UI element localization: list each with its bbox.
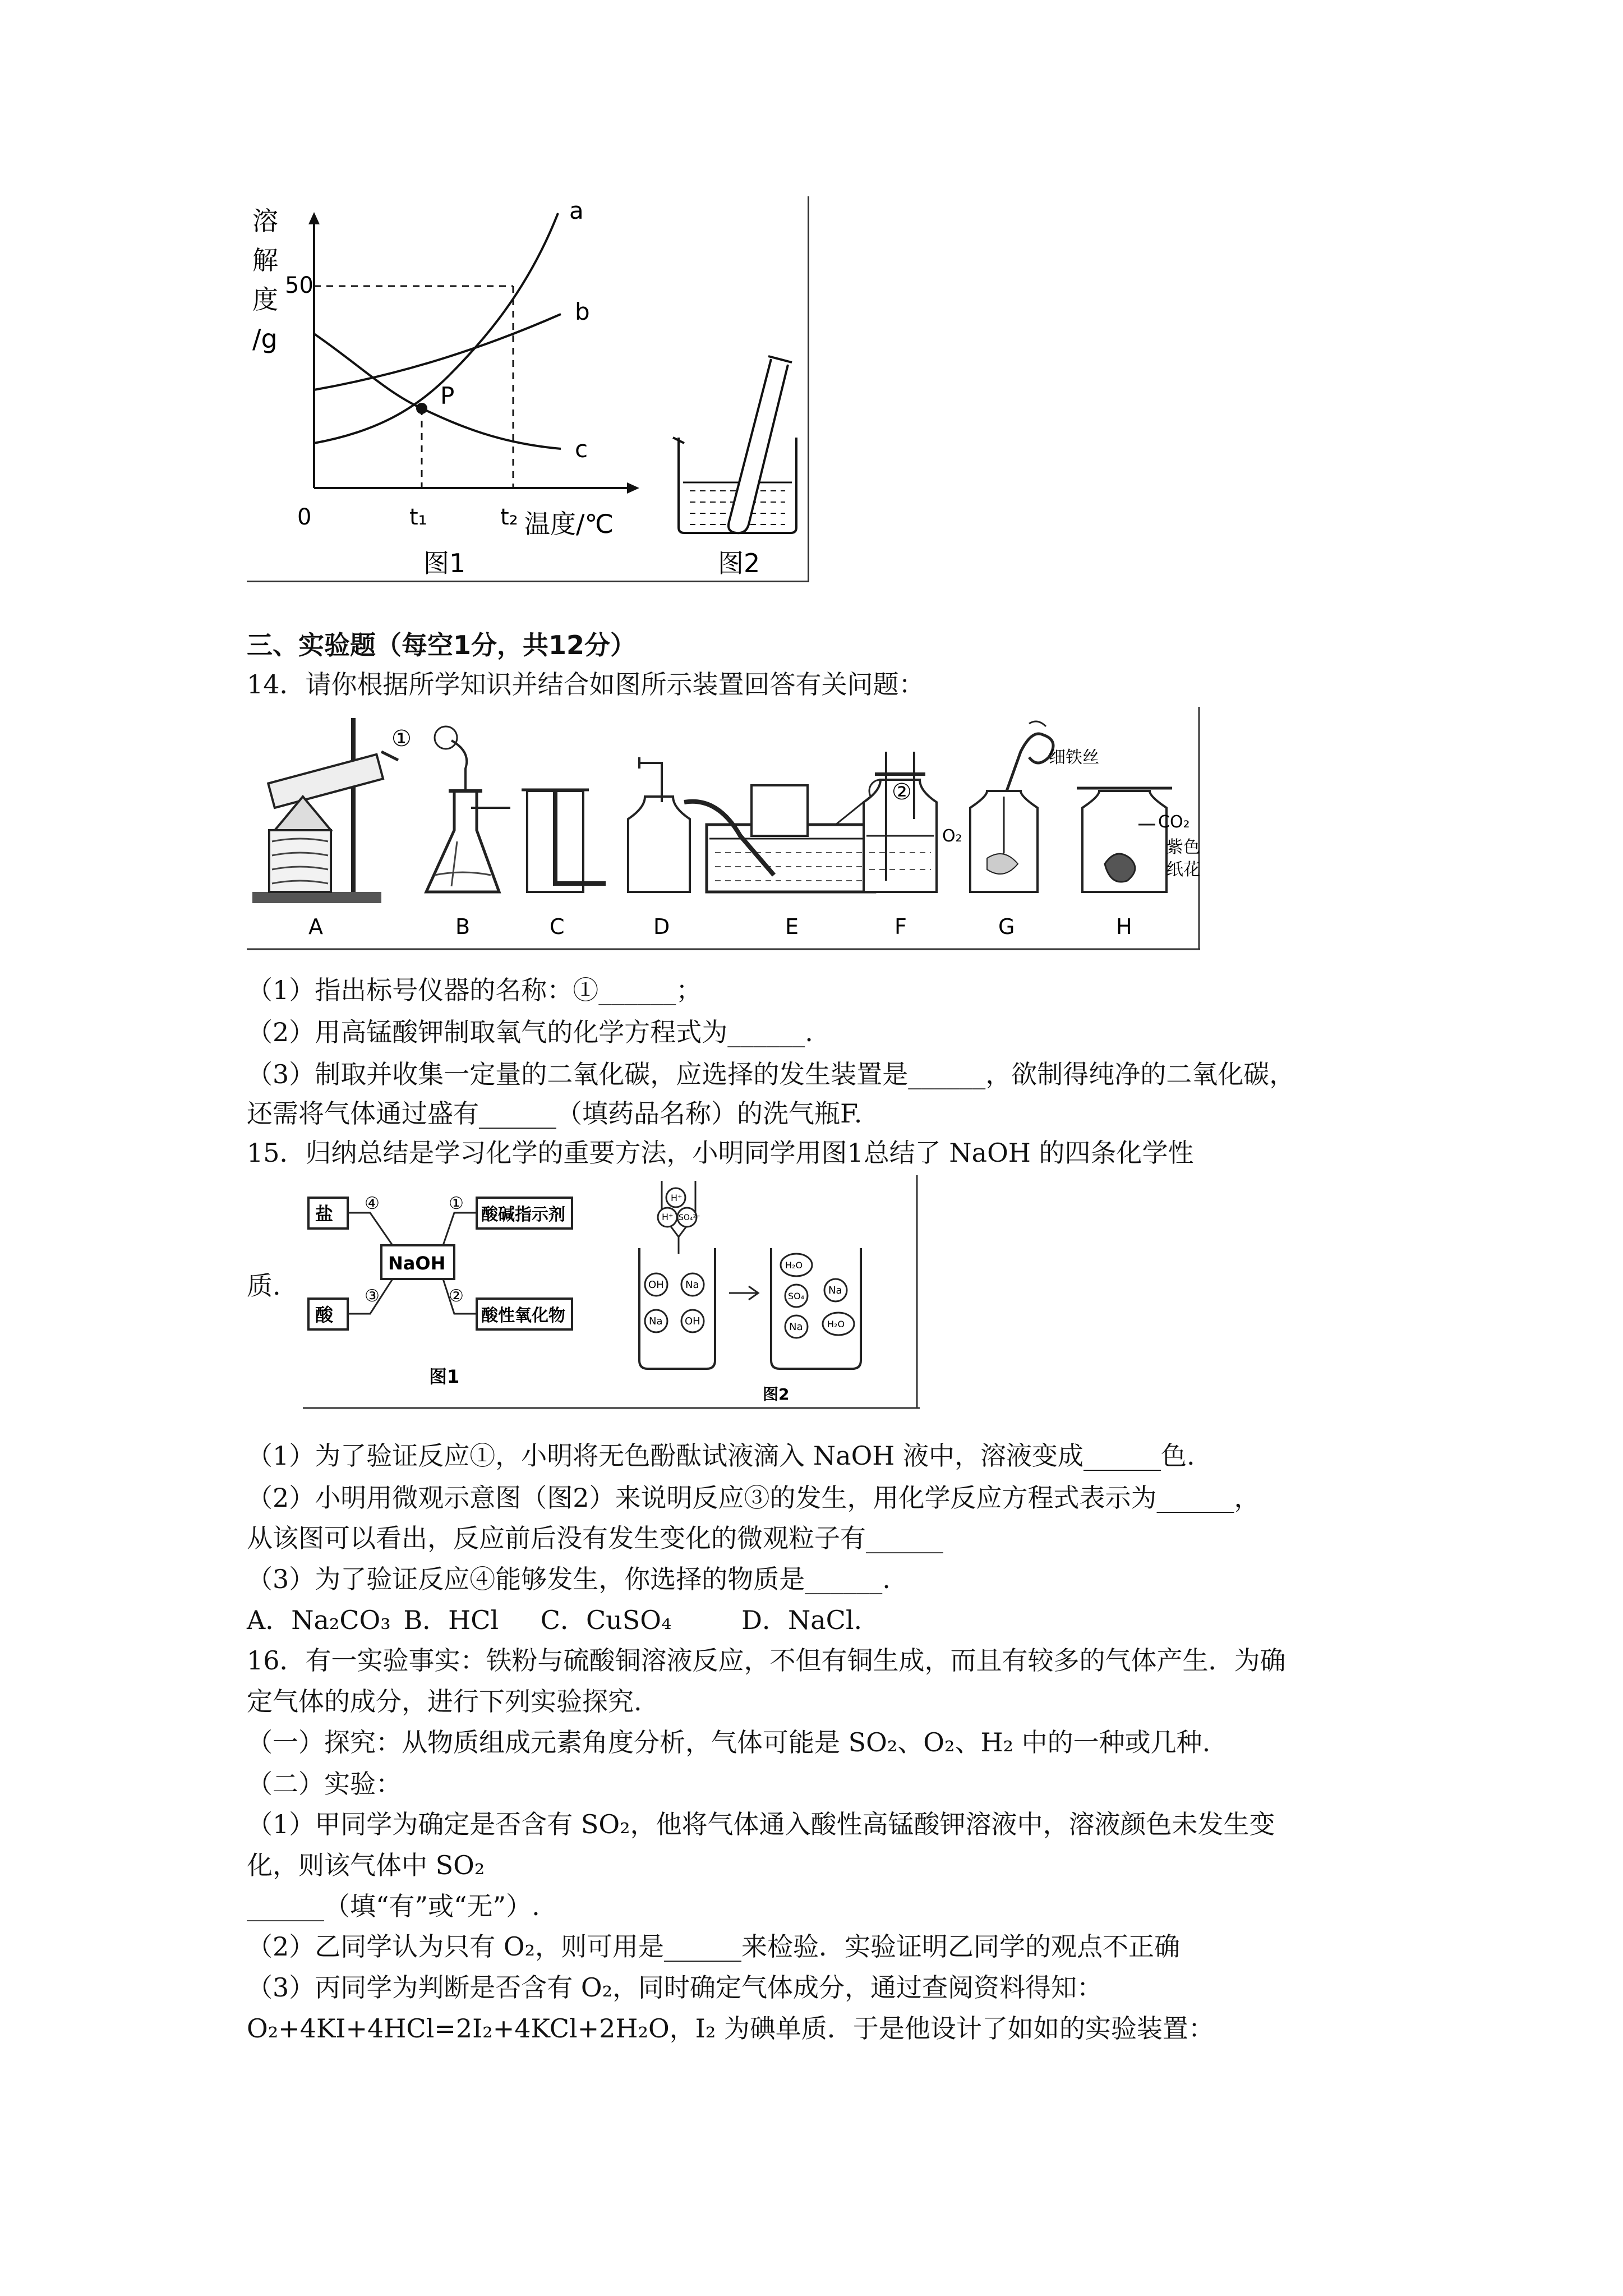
q16-line6: 化，则该气体中 SO₂	[247, 1850, 485, 1880]
num-1: ①	[449, 1194, 464, 1213]
q16-line3: （一）探究：从物质组成元素角度分析，气体可能是 SO₂、O₂、H₂ 中的一种或几种.	[247, 1727, 1211, 1757]
y-label-3: 度	[252, 284, 278, 315]
curve-b	[314, 314, 561, 390]
label-indicator: 酸碱指示剂	[481, 1205, 565, 1225]
fig1-caption: 图1	[423, 548, 466, 578]
q14-part3a: （3）制取并收集一定量的二氧化碳，应选择的发生装置是______，欲制得纯净的二氧化碳，	[247, 1059, 1295, 1089]
apparatus-d	[628, 757, 690, 892]
section3-heading: 三、实验题（每空1分，共12分）	[247, 630, 637, 660]
apparatus-f	[864, 752, 937, 892]
ion-h-top2: H⁺	[662, 1212, 674, 1222]
g-iron-wire-label: 细铁丝	[1049, 748, 1099, 767]
apparatus-label-h: H	[1116, 914, 1132, 939]
num-3: ③	[365, 1286, 380, 1306]
q16-line5: （1）甲同学为确定是否含有 SO₂，他将气体通入酸性高锰酸钾溶液中，溶液颜色未发生变	[247, 1809, 1275, 1839]
ion-h-top: H⁺	[671, 1193, 683, 1203]
q14-part2: （2）用高锰酸钾制取氧气的化学方程式为______.	[247, 1017, 813, 1047]
apparatus-h	[1077, 788, 1172, 892]
label-acid: 酸	[315, 1304, 334, 1326]
apparatus-label-b: B	[455, 914, 471, 939]
q15-part3: （3）为了验证反应④能够发生，你选择的物质是______.	[247, 1564, 891, 1594]
q16-line9: （3）丙同学为判断是否含有 O₂，同时确定气体成分，通过查阅资料得知：	[247, 1972, 1103, 2003]
option-a: A．Na₂CO₃	[247, 1605, 391, 1635]
num-4: ④	[365, 1194, 380, 1213]
origin-label: 0	[297, 504, 312, 530]
fig1-caption-q15: 图1	[429, 1366, 460, 1387]
apparatus-b	[426, 726, 510, 892]
x-axis-label: 温度/℃	[524, 509, 614, 539]
point-p-label: P	[440, 382, 455, 409]
ion-so4-top: SO₄²⁻	[679, 1213, 700, 1222]
q16-line1: 16．有一实验事实：铁粉与硫酸铜溶液反应，不但有铜生成，而且有较多的气体产生．为确	[247, 1645, 1286, 1676]
g-o2-label: O₂	[942, 826, 962, 846]
apparatus-e	[684, 780, 892, 892]
curve-c	[314, 334, 561, 449]
beaker-with-test-tube	[673, 356, 796, 533]
q14-stem: 14．请你根据所学知识并结合如图所示装置回答有关问题：	[247, 669, 925, 700]
apparatus-g	[970, 721, 1053, 892]
label-salt: 盐	[315, 1203, 334, 1225]
x-tick-t1: t₁	[409, 504, 427, 530]
q16-line10: O₂+4KI+4HCl=2I₂+4KCl+2H₂O，I₂ 为碘单质．于是他设计了如如的实验装置：	[247, 2013, 1214, 2044]
h-co2-label: CO₂	[1158, 812, 1190, 832]
y-tick-50: 50	[285, 273, 313, 298]
q14-part3b: 还需将气体通过盛有______（填药品名称）的洗气瓶F.	[247, 1098, 863, 1129]
option-c: C．CuSO₄	[540, 1605, 672, 1635]
y-label-1: 溶	[252, 206, 278, 236]
apparatus-label-a: A	[308, 914, 323, 939]
apparatus-c	[522, 790, 606, 892]
q16-line2: 定气体的成分，进行下列实验探究.	[247, 1686, 642, 1717]
label-oxide: 酸性氧化物	[481, 1306, 565, 1326]
apparatus-a	[252, 718, 398, 903]
option-b: B．HCl	[403, 1605, 499, 1635]
marker-2: ②	[892, 779, 912, 805]
apparatus-label-c: C	[550, 914, 565, 939]
point-p	[416, 403, 427, 414]
ion-so4-right: SO₄	[788, 1291, 805, 1301]
q16-line7: ______（填“有”或“无”）.	[247, 1891, 540, 1921]
curve-a	[314, 213, 558, 443]
molecule-h2o-1: H₂O	[785, 1260, 803, 1271]
apparatus-label-f: F	[895, 914, 907, 939]
q15-options	[247, 1603, 862, 1637]
curve-b-label: b	[575, 298, 590, 325]
marker-1: ①	[391, 726, 412, 752]
q15-stem-tail: 质.	[247, 1271, 281, 1301]
q15-part2b: 从该图可以看出，反应前后没有发生变化的微观粒子有______	[247, 1523, 943, 1553]
apparatus-label-d: D	[653, 914, 670, 939]
curve-a-label: a	[569, 197, 584, 224]
apparatus-label-e: E	[785, 914, 799, 939]
q15-figures	[303, 1175, 920, 1411]
solubility-figure	[247, 196, 808, 583]
q14-apparatus-figure	[247, 707, 1200, 954]
neutralization-micro-diagram	[639, 1181, 861, 1404]
fig2-caption-q15: 图2	[763, 1385, 790, 1404]
q15-stem: 15．归纳总结是学习化学的重要方法，小明同学用图1总结了 NaOH 的四条化学性	[247, 1138, 1194, 1168]
ion-oh-1: OH	[648, 1279, 664, 1291]
q14-part1: （1）指出标号仪器的名称：①______；	[247, 975, 702, 1005]
curve-c-label: c	[575, 435, 588, 463]
fig2-caption: 图2	[718, 548, 760, 578]
q16-line4: （二）实验：	[247, 1769, 402, 1799]
apparatus-label-g: G	[998, 914, 1015, 939]
h-flower-label-1: 紫色	[1166, 838, 1200, 857]
num-2: ②	[449, 1286, 464, 1306]
y-axis-arrow	[308, 212, 320, 224]
x-axis-arrow	[627, 482, 639, 494]
q15-part1: （1）为了验证反应①，小明将无色酚酞试液滴入 NaOH 液中，溶液变成______色.	[247, 1441, 1195, 1471]
molecule-h2o-2: H₂O	[827, 1319, 845, 1329]
naoh-properties-diagram	[308, 1194, 572, 1387]
q15-part2a: （2）小明用微观示意图（图2）来说明反应③的发生，用化学反应方程式表示为______，	[247, 1483, 1260, 1513]
q16-line8: （2）乙同学认为只有 O₂，则可用是______来检验．实验证明乙同学的观点不正确	[247, 1931, 1181, 1962]
option-d: D．NaCl.	[741, 1605, 863, 1635]
label-naoh: NaOH	[388, 1253, 446, 1274]
x-tick-t2: t₂	[500, 504, 518, 530]
h-flower-label-2: 纸花	[1166, 860, 1200, 880]
y-label-2: 解	[252, 245, 278, 275]
ion-na-2: Na	[649, 1315, 663, 1327]
ion-na-right-2: Na	[789, 1321, 803, 1333]
ion-oh-2: OH	[685, 1315, 700, 1327]
ion-na-1: Na	[685, 1279, 699, 1291]
y-label-4: /g	[252, 324, 278, 354]
ion-na-right-1: Na	[828, 1285, 842, 1296]
